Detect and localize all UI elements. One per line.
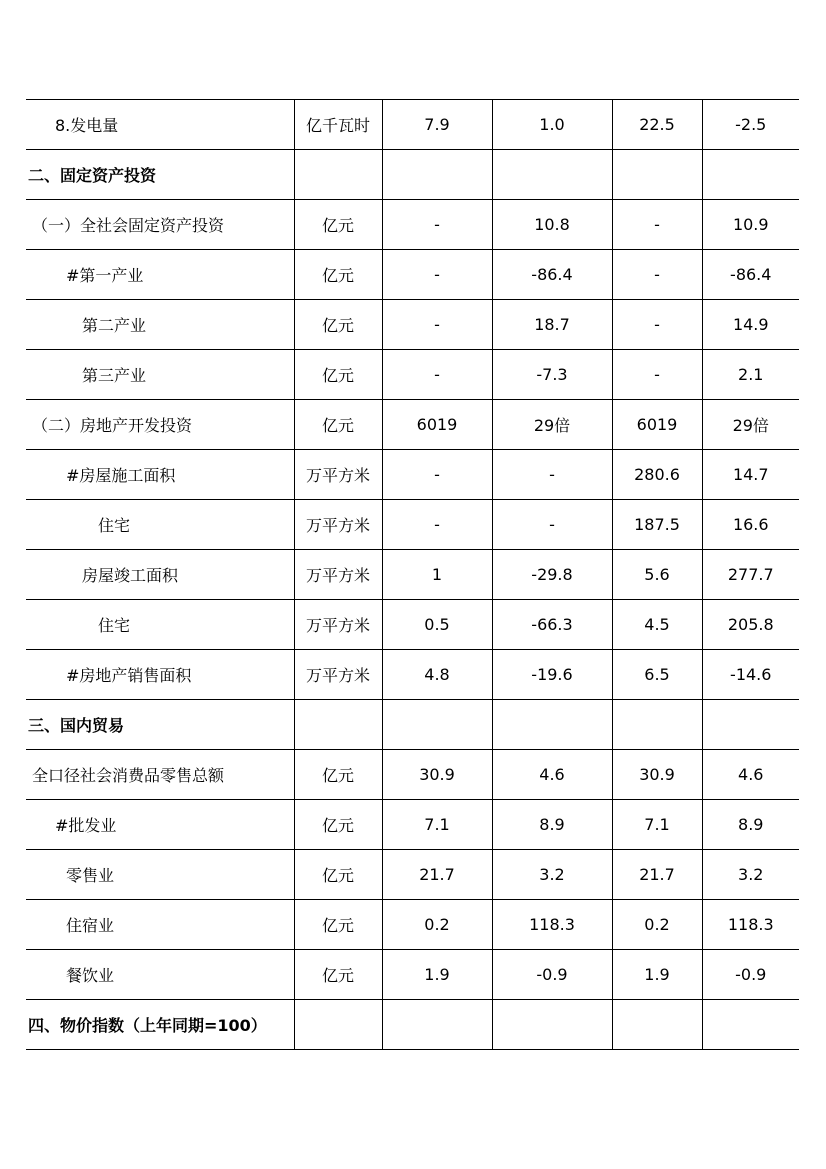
value-cell-2: - xyxy=(492,450,612,500)
value-cell-1: 0.5 xyxy=(382,600,492,650)
row-label: #批发业 xyxy=(26,800,294,850)
value-cell-4: 14.9 xyxy=(702,300,799,350)
value-cell-3: - xyxy=(612,200,702,250)
value-cell-3 xyxy=(612,700,702,750)
value-cell-1: 0.2 xyxy=(382,900,492,950)
unit-cell: 万平方米 xyxy=(294,650,382,700)
unit-cell: 亿元 xyxy=(294,750,382,800)
table-row xyxy=(26,950,799,1000)
section-header-row xyxy=(26,700,799,750)
value-cell-3: - xyxy=(612,350,702,400)
table-row xyxy=(26,350,799,400)
value-cell-4: 118.3 xyxy=(702,900,799,950)
value-cell-1 xyxy=(382,150,492,200)
unit-cell: 万平方米 xyxy=(294,500,382,550)
table-row xyxy=(26,600,799,650)
value-cell-2 xyxy=(492,150,612,200)
unit-cell xyxy=(294,700,382,750)
unit-cell: 亿元 xyxy=(294,800,382,850)
value-cell-3: 187.5 xyxy=(612,500,702,550)
row-label: （二）房地产开发投资 xyxy=(26,400,294,450)
row-label: 四、物价指数（上年同期=100） xyxy=(26,1000,294,1050)
value-cell-4: 29倍 xyxy=(702,400,799,450)
value-cell-2: -19.6 xyxy=(492,650,612,700)
value-cell-3: 7.1 xyxy=(612,800,702,850)
statistics-table-body xyxy=(26,100,799,1050)
value-cell-1 xyxy=(382,700,492,750)
section-header-row xyxy=(26,150,799,200)
unit-cell: 亿元 xyxy=(294,400,382,450)
value-cell-4 xyxy=(702,1000,799,1050)
value-cell-3: 6.5 xyxy=(612,650,702,700)
table-row xyxy=(26,550,799,600)
row-label: 第二产业 xyxy=(26,300,294,350)
table-row xyxy=(26,750,799,800)
value-cell-4: 8.9 xyxy=(702,800,799,850)
unit-cell: 万平方米 xyxy=(294,450,382,500)
section-header-row xyxy=(26,1000,799,1050)
value-cell-2: 8.9 xyxy=(492,800,612,850)
value-cell-1: 21.7 xyxy=(382,850,492,900)
value-cell-1: - xyxy=(382,300,492,350)
value-cell-3: 22.5 xyxy=(612,100,702,150)
table-row xyxy=(26,200,799,250)
value-cell-4: -2.5 xyxy=(702,100,799,150)
unit-cell: 万平方米 xyxy=(294,550,382,600)
row-label: 8.发电量 xyxy=(26,100,294,150)
value-cell-3: 30.9 xyxy=(612,750,702,800)
unit-cell: 亿元 xyxy=(294,850,382,900)
value-cell-1 xyxy=(382,1000,492,1050)
value-cell-2 xyxy=(492,700,612,750)
value-cell-2: 18.7 xyxy=(492,300,612,350)
table-row xyxy=(26,450,799,500)
table-row xyxy=(26,850,799,900)
value-cell-1: 4.8 xyxy=(382,650,492,700)
value-cell-3 xyxy=(612,150,702,200)
table-row xyxy=(26,300,799,350)
value-cell-1: - xyxy=(382,350,492,400)
unit-cell: 亿元 xyxy=(294,200,382,250)
value-cell-2: 3.2 xyxy=(492,850,612,900)
value-cell-1: 1 xyxy=(382,550,492,600)
value-cell-2: - xyxy=(492,500,612,550)
value-cell-1: 7.9 xyxy=(382,100,492,150)
unit-cell: 万平方米 xyxy=(294,600,382,650)
unit-cell: 亿元 xyxy=(294,300,382,350)
row-label: 住宅 xyxy=(26,600,294,650)
value-cell-2: 1.0 xyxy=(492,100,612,150)
value-cell-1: 1.9 xyxy=(382,950,492,1000)
table-row xyxy=(26,900,799,950)
value-cell-2: 10.8 xyxy=(492,200,612,250)
unit-cell xyxy=(294,1000,382,1050)
unit-cell: 亿元 xyxy=(294,250,382,300)
value-cell-2: 118.3 xyxy=(492,900,612,950)
table-row xyxy=(26,500,799,550)
value-cell-4: 3.2 xyxy=(702,850,799,900)
statistics-table xyxy=(26,99,799,1050)
value-cell-4: 205.8 xyxy=(702,600,799,650)
row-label: 住宅 xyxy=(26,500,294,550)
table-row xyxy=(26,400,799,450)
value-cell-4 xyxy=(702,700,799,750)
row-label: 房屋竣工面积 xyxy=(26,550,294,600)
table-row xyxy=(26,100,799,150)
value-cell-4: 4.6 xyxy=(702,750,799,800)
value-cell-1: - xyxy=(382,200,492,250)
row-label: #第一产业 xyxy=(26,250,294,300)
value-cell-4: 10.9 xyxy=(702,200,799,250)
table-row xyxy=(26,800,799,850)
value-cell-1: - xyxy=(382,250,492,300)
value-cell-2: -29.8 xyxy=(492,550,612,600)
value-cell-4: -14.6 xyxy=(702,650,799,700)
table-row xyxy=(26,650,799,700)
value-cell-3: 6019 xyxy=(612,400,702,450)
row-label: 住宿业 xyxy=(26,900,294,950)
value-cell-4: -86.4 xyxy=(702,250,799,300)
value-cell-3: 280.6 xyxy=(612,450,702,500)
row-label: 二、固定资产投资 xyxy=(26,150,294,200)
row-label: 餐饮业 xyxy=(26,950,294,1000)
value-cell-4 xyxy=(702,150,799,200)
value-cell-1: 6019 xyxy=(382,400,492,450)
unit-cell xyxy=(294,150,382,200)
value-cell-3: - xyxy=(612,300,702,350)
value-cell-1: 30.9 xyxy=(382,750,492,800)
value-cell-1: 7.1 xyxy=(382,800,492,850)
value-cell-4: 2.1 xyxy=(702,350,799,400)
value-cell-1: - xyxy=(382,450,492,500)
value-cell-2 xyxy=(492,1000,612,1050)
value-cell-3: 21.7 xyxy=(612,850,702,900)
value-cell-3 xyxy=(612,1000,702,1050)
value-cell-4: 16.6 xyxy=(702,500,799,550)
value-cell-4: 277.7 xyxy=(702,550,799,600)
row-label: #房屋施工面积 xyxy=(26,450,294,500)
value-cell-3: 4.5 xyxy=(612,600,702,650)
value-cell-2: -86.4 xyxy=(492,250,612,300)
value-cell-2: -7.3 xyxy=(492,350,612,400)
row-label: （一）全社会固定资产投资 xyxy=(26,200,294,250)
unit-cell: 亿元 xyxy=(294,350,382,400)
value-cell-3: 0.2 xyxy=(612,900,702,950)
row-label: #房地产销售面积 xyxy=(26,650,294,700)
unit-cell: 亿元 xyxy=(294,950,382,1000)
value-cell-4: 14.7 xyxy=(702,450,799,500)
row-label: 三、国内贸易 xyxy=(26,700,294,750)
row-label: 零售业 xyxy=(26,850,294,900)
value-cell-2: 29倍 xyxy=(492,400,612,450)
value-cell-3: - xyxy=(612,250,702,300)
value-cell-2: 4.6 xyxy=(492,750,612,800)
value-cell-1: - xyxy=(382,500,492,550)
row-label: 第三产业 xyxy=(26,350,294,400)
row-label: 全口径社会消费品零售总额 xyxy=(26,750,294,800)
table-row xyxy=(26,250,799,300)
value-cell-2: -66.3 xyxy=(492,600,612,650)
value-cell-3: 1.9 xyxy=(612,950,702,1000)
value-cell-2: -0.9 xyxy=(492,950,612,1000)
value-cell-3: 5.6 xyxy=(612,550,702,600)
unit-cell: 亿元 xyxy=(294,900,382,950)
unit-cell: 亿千瓦时 xyxy=(294,100,382,150)
value-cell-4: -0.9 xyxy=(702,950,799,1000)
